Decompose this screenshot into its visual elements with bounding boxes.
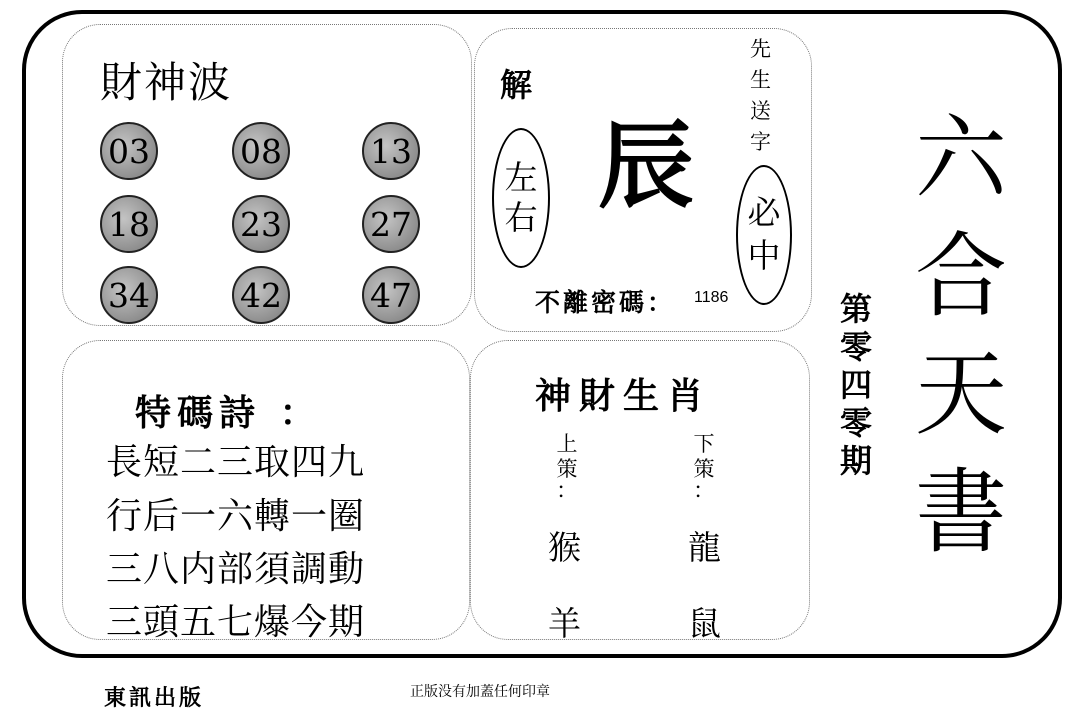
secret-code-label: 不離密碼：: [535, 288, 676, 317]
zodiac-title: 神財生肖: [535, 375, 712, 417]
title-char: 合: [915, 223, 1008, 330]
number-ball: 23: [232, 195, 290, 253]
issue-char: 四: [840, 366, 873, 404]
jie-label: 解: [500, 66, 533, 104]
upper-colon: ：: [556, 479, 579, 504]
number-ball: 08: [232, 122, 290, 180]
strategy-char: 策: [693, 457, 715, 481]
upper-animal-2: 羊: [548, 604, 581, 643]
send-word-char: 生: [750, 68, 771, 92]
issue-char: 期: [840, 442, 873, 480]
issue-number: [840, 290, 872, 480]
send-word-char: 字: [750, 130, 771, 154]
hit-char: 中: [747, 236, 781, 275]
poem-line: 三頭五七爆今期: [106, 602, 366, 643]
secret-code-number: 1186: [694, 289, 729, 306]
issue-char: 零: [840, 404, 873, 442]
poem-title: 特碼詩 ：: [135, 392, 322, 434]
hint-character: 辰: [598, 110, 694, 222]
upper-strategy-label: [556, 432, 578, 502]
title-char: 天: [915, 341, 1008, 448]
poem-line: 行后一六轉一圈: [106, 496, 366, 537]
genuine-note: 正版没有加蓋任何印章: [410, 684, 550, 700]
number-ball: 03: [100, 122, 158, 180]
issue-char: 零: [840, 328, 873, 366]
number-ball: 18: [100, 195, 158, 253]
left-right-oval: [492, 128, 550, 268]
poem-line: 三八内部須調動: [106, 549, 366, 590]
lower-colon: ：: [693, 479, 716, 504]
issue-char: 第: [840, 290, 873, 328]
title-char: 六: [915, 105, 1008, 212]
send-word-char: 先: [750, 37, 771, 61]
number-ball: 13: [362, 122, 420, 180]
upper-char: 上: [556, 432, 578, 456]
lower-animal-2: 鼠: [688, 604, 721, 643]
number-ball: 47: [362, 266, 420, 324]
lower-strategy-label: [693, 432, 715, 502]
number-ball: 42: [232, 266, 290, 324]
right-char: 右: [504, 198, 538, 237]
number-ball: 34: [100, 266, 158, 324]
must-hit-oval: [736, 165, 792, 305]
send-word-char: 送: [750, 99, 771, 123]
lower-char: 下: [693, 432, 715, 456]
poem-line: 長短二三取四九: [106, 442, 366, 483]
send-word-column: [750, 34, 771, 158]
wave-title: 財神波: [100, 58, 233, 107]
upper-animal-1: 猴: [548, 528, 581, 567]
title-char: 書: [915, 459, 1008, 566]
strategy-char: 策: [556, 457, 578, 481]
left-char: 左: [504, 158, 538, 198]
lower-animal-1: 龍: [688, 528, 721, 567]
book-title: [915, 100, 1007, 572]
number-ball: 27: [362, 195, 420, 253]
must-char: 必: [747, 193, 781, 233]
publisher-label: 東訊出版: [104, 685, 205, 711]
